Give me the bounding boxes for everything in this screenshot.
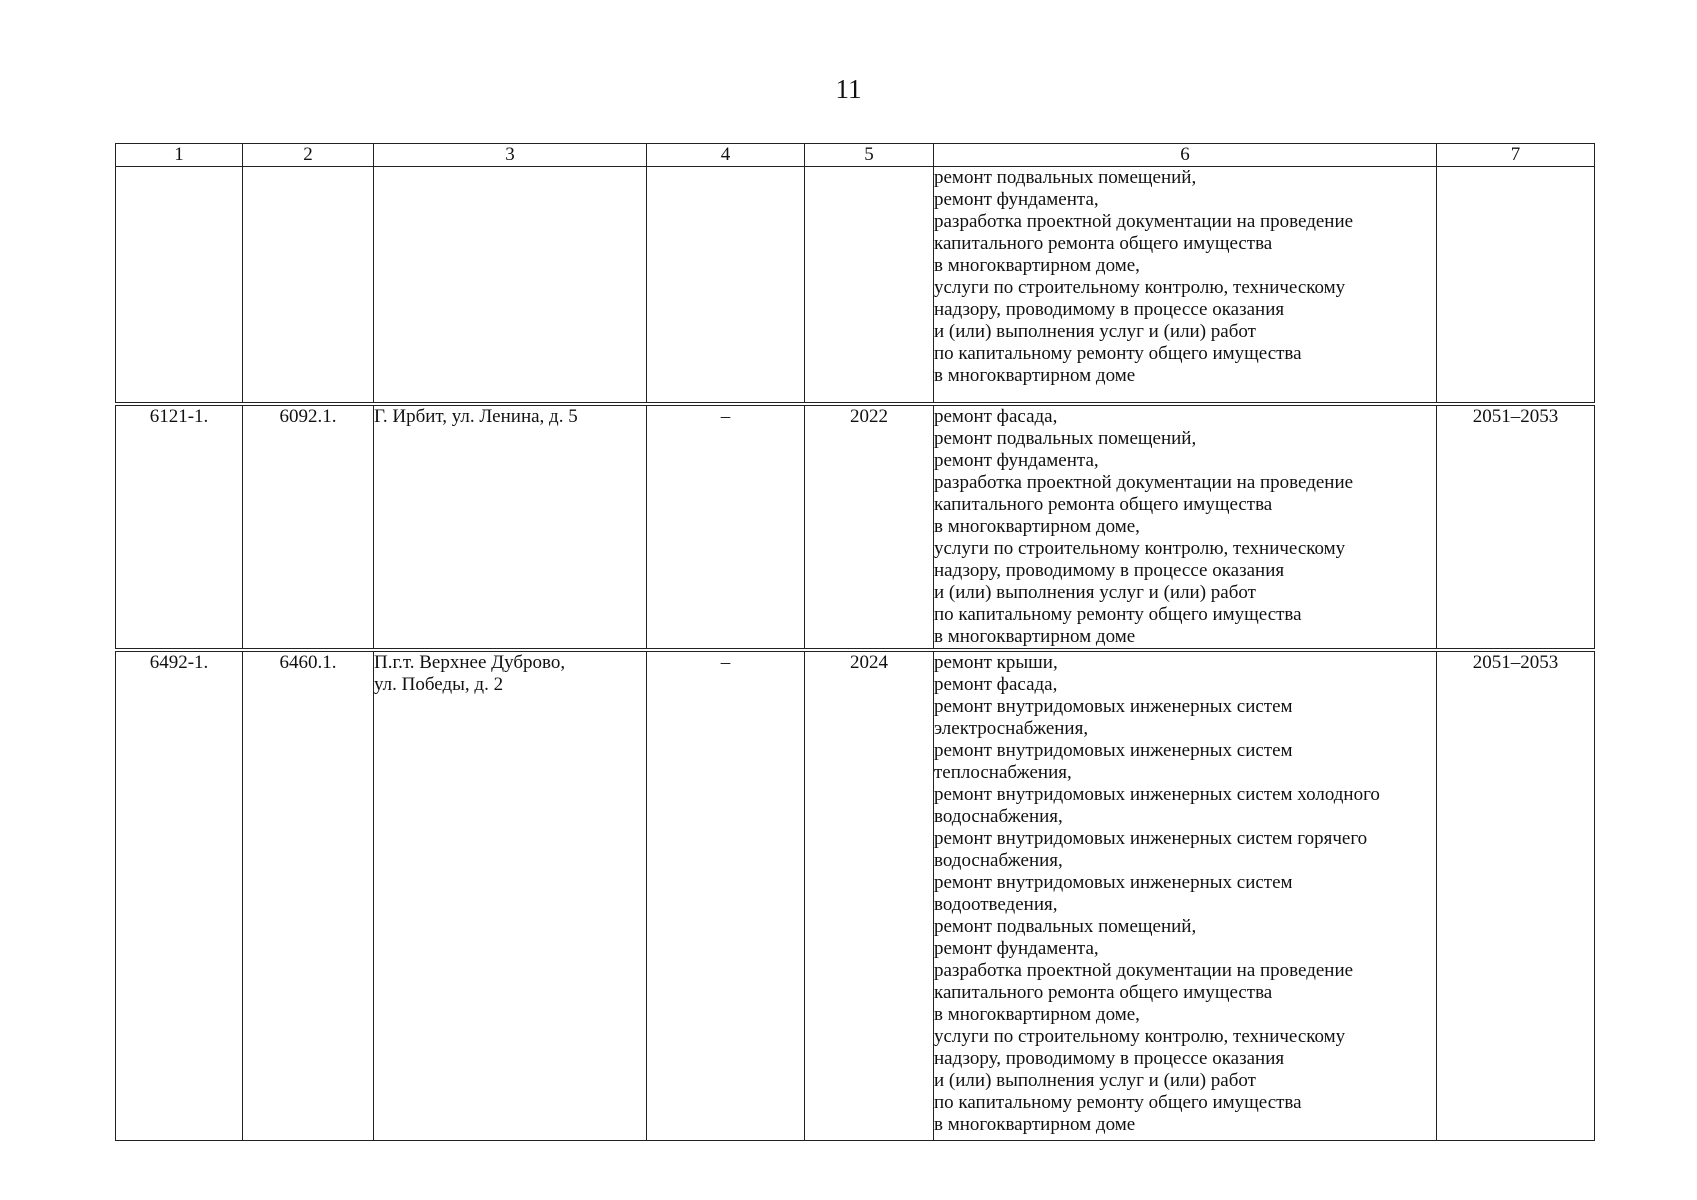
header-col-2: 2 bbox=[243, 144, 374, 167]
work-item: в многоквартирном доме bbox=[934, 1113, 1136, 1135]
work-item: надзору, проводимому в процессе оказания bbox=[934, 1047, 1285, 1069]
cell-building-number: 6092.1. bbox=[243, 404, 374, 650]
work-item: ремонт фундамента, bbox=[934, 189, 1099, 210]
work-item: ремонт фундамента, bbox=[934, 449, 1099, 471]
work-item: ремонт фундамента, bbox=[934, 937, 1099, 959]
work-item: ремонт внутридомовых инженерных систем холодного bbox=[934, 783, 1380, 805]
table-header bbox=[116, 144, 1595, 167]
work-item: в многоквартирном доме, bbox=[934, 255, 1140, 276]
work-item: теплоснабжения, bbox=[934, 761, 1072, 783]
work-item: по капитальному ремонту общего имущества bbox=[934, 1091, 1302, 1113]
work-item: разработка проектной документации на проведение bbox=[934, 471, 1354, 493]
table-body bbox=[116, 167, 1595, 1141]
cell-building-number: 6460.1. bbox=[243, 650, 374, 1141]
cell-year bbox=[805, 167, 934, 404]
header-col-1: 1 bbox=[116, 144, 243, 167]
cell-year: 2022 bbox=[805, 404, 934, 650]
cell-address bbox=[374, 650, 647, 1141]
work-item: ремонт подвальных помещений, bbox=[934, 167, 1197, 188]
work-item: ремонт крыши, bbox=[934, 651, 1058, 673]
cell-period: 2051–2053 bbox=[1437, 404, 1595, 650]
work-item: водоотведения, bbox=[934, 893, 1058, 915]
work-item: разработка проектной документации на проведение bbox=[934, 211, 1354, 232]
table-row bbox=[116, 167, 1595, 404]
cell-address bbox=[374, 167, 647, 404]
address-line: Г. Ирбит, ул. Ленина, д. 5 bbox=[374, 405, 578, 427]
work-item: по капитальному ремонту общего имущества bbox=[934, 343, 1302, 364]
work-item: и (или) выполнения услуг и (или) работ bbox=[934, 321, 1256, 342]
work-item: ремонт фасада, bbox=[934, 405, 1058, 427]
cell-year: 2024 bbox=[805, 650, 934, 1141]
cell-works bbox=[934, 650, 1437, 1141]
works-table bbox=[115, 143, 1595, 1141]
cell-works bbox=[934, 167, 1437, 404]
work-item: ремонт подвальных помещений, bbox=[934, 427, 1197, 449]
cell-period bbox=[1437, 167, 1595, 404]
header-col-4: 4 bbox=[647, 144, 805, 167]
work-item: водоснабжения, bbox=[934, 849, 1063, 871]
cell-works bbox=[934, 404, 1437, 650]
page-number: 11 bbox=[835, 74, 862, 104]
table-row bbox=[116, 650, 1595, 1141]
work-item: водоснабжения, bbox=[934, 805, 1063, 827]
work-item: услуги по строительному контролю, техническому bbox=[934, 277, 1346, 298]
work-item: ремонт внутридомовых инженерных систем горячего bbox=[934, 827, 1368, 849]
cell-col-4: – bbox=[647, 404, 805, 650]
cell-record-number bbox=[116, 167, 243, 404]
header-col-6: 6 bbox=[934, 144, 1437, 167]
header-col-7: 7 bbox=[1437, 144, 1595, 167]
work-item: надзору, проводимому в процессе оказания bbox=[934, 559, 1285, 581]
works-table-container bbox=[115, 143, 1594, 1141]
work-item: ремонт внутридомовых инженерных систем bbox=[934, 871, 1293, 893]
work-item: по капитальному ремонту общего имущества bbox=[934, 603, 1302, 625]
cell-col-4: – bbox=[647, 650, 805, 1141]
work-item: надзору, проводимому в процессе оказания bbox=[934, 299, 1285, 320]
cell-record-number: 6492-1. bbox=[116, 650, 243, 1141]
work-item: в многоквартирном доме bbox=[934, 365, 1136, 386]
work-item: электроснабжения, bbox=[934, 717, 1089, 739]
work-item: ремонт фасада, bbox=[934, 673, 1058, 695]
work-item: капитального ремонта общего имущества bbox=[934, 233, 1273, 254]
header-row bbox=[116, 144, 1595, 167]
work-item: и (или) выполнения услуг и (или) работ bbox=[934, 581, 1256, 603]
work-item: капитального ремонта общего имущества bbox=[934, 981, 1273, 1003]
table-row bbox=[116, 404, 1595, 650]
work-item: услуги по строительному контролю, техническому bbox=[934, 537, 1346, 559]
header-col-3: 3 bbox=[374, 144, 647, 167]
work-item: в многоквартирном доме, bbox=[934, 515, 1140, 537]
cell-period: 2051–2053 bbox=[1437, 650, 1595, 1141]
work-item: ремонт внутридомовых инженерных систем bbox=[934, 739, 1293, 761]
cell-address bbox=[374, 404, 647, 650]
address-line: П.г.т. Верхнее Дуброво, bbox=[374, 651, 566, 673]
work-item: ремонт внутридомовых инженерных систем bbox=[934, 695, 1293, 717]
cell-building-number bbox=[243, 167, 374, 404]
address-line: ул. Победы, д. 2 bbox=[374, 673, 504, 695]
work-item: в многоквартирном доме, bbox=[934, 1003, 1140, 1025]
work-item: разработка проектной документации на проведение bbox=[934, 959, 1354, 981]
cell-record-number: 6121-1. bbox=[116, 404, 243, 650]
work-item: ремонт подвальных помещений, bbox=[934, 915, 1197, 937]
work-item: и (или) выполнения услуг и (или) работ bbox=[934, 1069, 1256, 1091]
work-item: услуги по строительному контролю, техническому bbox=[934, 1025, 1346, 1047]
header-col-5: 5 bbox=[805, 144, 934, 167]
work-item: капитального ремонта общего имущества bbox=[934, 493, 1273, 515]
work-item: в многоквартирном доме bbox=[934, 625, 1136, 647]
cell-col-4 bbox=[647, 167, 805, 404]
